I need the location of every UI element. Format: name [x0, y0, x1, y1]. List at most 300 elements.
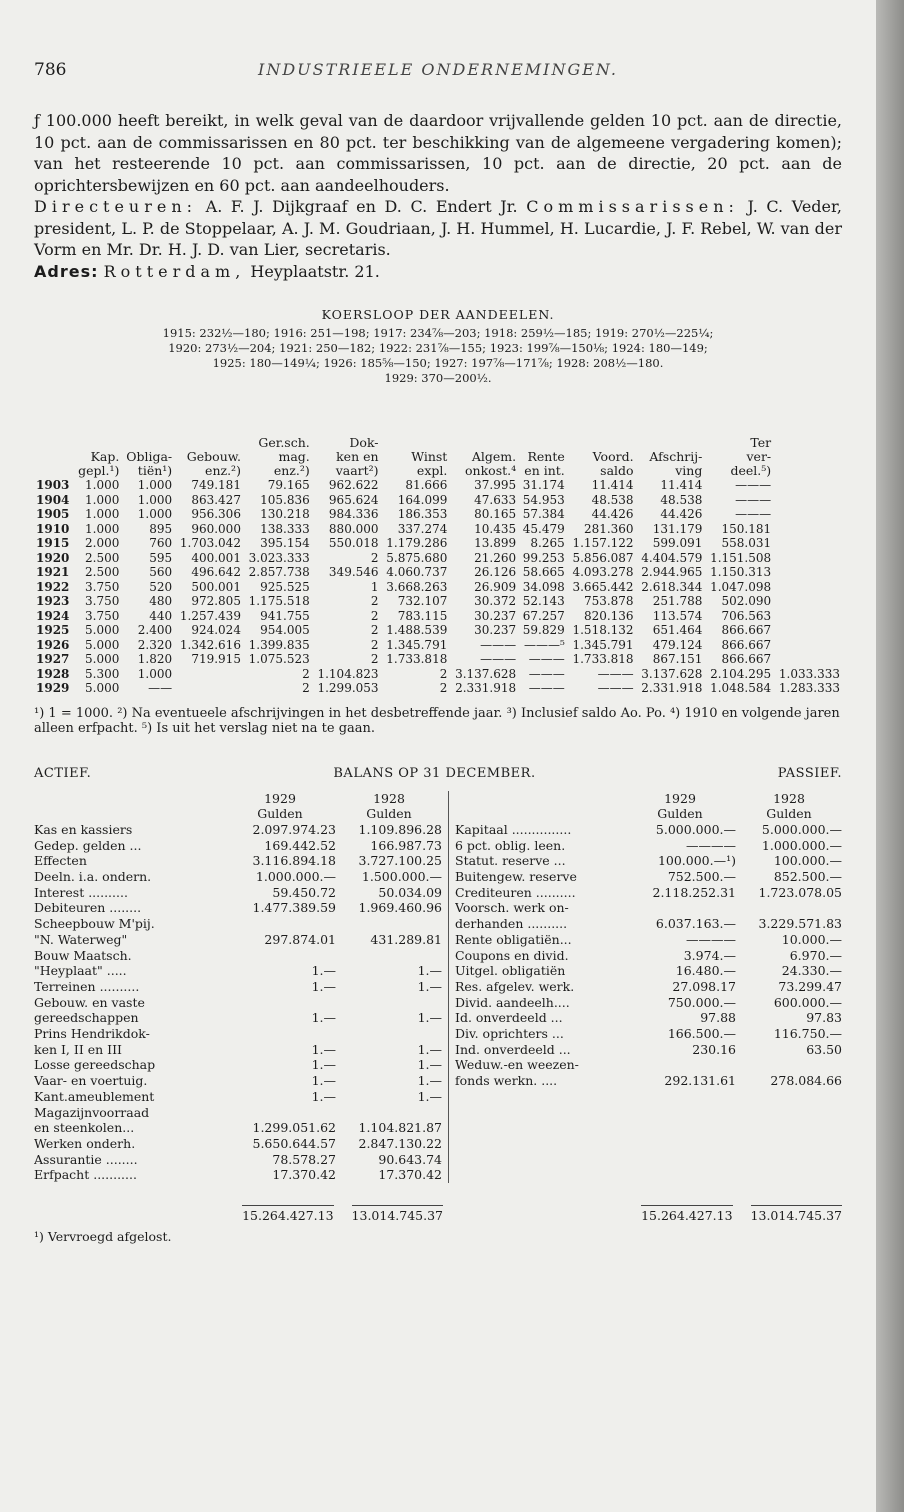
table-cell: 954.005 [260, 623, 310, 637]
row-year: 1903 [36, 478, 70, 492]
list-item [34, 1167, 442, 1183]
item-label: Crediteuren .......... [455, 884, 576, 900]
table-cell: 2.500 [85, 565, 120, 579]
table-cell: 349.546 [328, 565, 379, 579]
table-cell: 21.260 [474, 550, 517, 565]
item-label: Gebouw. en vaste [34, 994, 145, 1010]
list-item [455, 979, 842, 995]
table-cell: 2.331.918 [455, 681, 517, 695]
table-cell [174, 667, 243, 682]
table-cell: 400.001 [191, 550, 241, 565]
table-cell: 31.174 [522, 478, 565, 492]
item-value: 63.50 [806, 1041, 842, 1057]
item-value [624, 900, 736, 916]
item-value: 17.370.42 [378, 1167, 442, 1183]
balance-sheet [34, 791, 842, 1184]
table-cell: 164.099 [397, 492, 448, 507]
total-actief-1929: 15.264.427.13 [242, 1205, 333, 1223]
unit-label: Gulden [657, 806, 703, 822]
list-item [34, 1120, 442, 1136]
table-cell: 965.624 [328, 492, 379, 507]
paragraph-address [34, 261, 842, 283]
list-item [455, 869, 842, 885]
table-cell: 30.237 [474, 623, 517, 637]
passief-column [449, 791, 842, 1184]
table-cell: 1.000 [85, 507, 120, 521]
item-value [336, 948, 442, 964]
item-value: 116.750.— [773, 1026, 842, 1042]
table-row [34, 522, 842, 537]
table-cell: 749.181 [191, 478, 241, 492]
item-value [224, 1026, 336, 1042]
item-value: 1.— [311, 1073, 336, 1089]
table-cell: 1.000 [85, 521, 120, 536]
table-row [34, 609, 842, 624]
table-cell: 1.820 [137, 652, 173, 666]
passief-year-header [455, 791, 842, 807]
table-cell: 1.175.518 [248, 594, 310, 608]
table-cell: 47.633 [474, 492, 517, 507]
table-cell: 131.179 [652, 521, 703, 536]
table-cell: 2 [302, 681, 310, 695]
item-label: Terreinen .......... [34, 978, 140, 994]
row-year: 1904 [36, 492, 70, 507]
item-value: 1.109.896.28 [358, 821, 442, 837]
table-cell: 1.150.313 [710, 565, 772, 579]
list-item [455, 822, 842, 838]
unit-label: Gulden [766, 806, 812, 822]
row-year: 1923 [36, 594, 70, 608]
table-cell: 500.001 [191, 579, 241, 594]
actief-column [34, 791, 449, 1184]
column-header: ver- [746, 449, 772, 464]
table-cell: 5.856.087 [572, 550, 634, 565]
balance-totals [34, 1205, 842, 1223]
statistics-table [34, 436, 842, 696]
table-cell: ——— [735, 478, 772, 492]
table-row [34, 667, 842, 682]
table-row [34, 551, 842, 566]
item-value: 6.037.163.— [655, 916, 736, 932]
item-value: 3.727.100.25 [358, 853, 442, 869]
table-cell: 1.733.818 [386, 652, 448, 666]
item-label: Debiteuren ........ [34, 900, 142, 916]
table-cell: 440 [149, 608, 173, 623]
row-year: 1929 [36, 681, 70, 695]
table-cell: 1.000 [137, 478, 173, 492]
koersloop-line: 1920: 273½—204; 1921: 250—182; 1922: 231⅞—155; 1923: 199⅞—150⅛; 1924: 180—149; [168, 341, 708, 355]
table-cell: 863.427 [191, 492, 241, 507]
item-label: Vaar- en voertuig. [34, 1073, 148, 1089]
table-cell: 972.805 [191, 594, 241, 608]
list-item [34, 948, 442, 964]
table-cell: 1.000 [85, 492, 120, 507]
table-cell: 866.667 [721, 623, 772, 637]
item-label: "N. Waterweg" [34, 931, 128, 947]
item-value: 3.229.571.83 [758, 916, 842, 932]
table-row [34, 652, 842, 667]
item-value: 1.— [311, 978, 336, 994]
item-label: fonds werkn. .... [455, 1073, 558, 1089]
table-cell: ——— [597, 681, 634, 695]
table-cell: 1.000 [137, 666, 173, 681]
column-header: saldo [600, 463, 634, 478]
item-value [736, 1057, 842, 1073]
table-row [34, 681, 842, 696]
commissarissen-names: J. C. Veder, president, L. P. de Stoppelaar, A. J. M. Goudriaan, J. H. Hummel, H. Lucardie, J. F. Rebel, W. van der Vorm en Mr. Dr. H. J. D. van Lier, secretaris. [34, 197, 842, 259]
item-value [224, 1105, 336, 1121]
statistics-table-header [34, 436, 842, 478]
table-cell: ——— [528, 681, 565, 695]
column-header [121, 436, 174, 450]
table-cell: 2 [370, 608, 379, 623]
list-item [455, 995, 842, 1011]
item-label: Ind. onverdeeld ... [455, 1041, 571, 1057]
list-item [34, 1136, 442, 1152]
column-header: Ter [750, 435, 772, 450]
koersloop-title: KOERSLOOP DER AANDEELEN. [321, 307, 555, 322]
table-cell: ——— [735, 507, 772, 521]
table-cell: 1.733.818 [572, 652, 634, 666]
table-cell: 80.165 [474, 507, 517, 521]
table-cell: ——— [480, 637, 517, 652]
item-value: 1.— [417, 1041, 442, 1057]
list-item [34, 963, 442, 979]
list-item [455, 900, 842, 916]
header-row [34, 450, 842, 464]
table-cell: 30.372 [474, 594, 517, 608]
paragraph-management [34, 196, 842, 261]
table-cell: 732.107 [397, 594, 448, 608]
table-cell: 1.257.439 [179, 608, 241, 623]
item-label: Losse gereedschap [34, 1057, 156, 1073]
koersloop-line: 1929: 370—200½. [384, 371, 492, 385]
table-cell: 58.665 [522, 565, 565, 579]
table-cell: 1.299.053 [317, 681, 379, 695]
item-value: 2.118.252.31 [652, 884, 736, 900]
table-cell: 1 [370, 579, 379, 594]
item-value: 1.— [311, 1041, 336, 1057]
table-cell: 1.047.098 [710, 579, 772, 594]
table-cell: 5.000 [85, 652, 120, 666]
item-value: ———— [686, 837, 736, 853]
column-header [449, 436, 518, 450]
table-cell: 251.788 [652, 594, 703, 608]
item-value [224, 995, 336, 1011]
koersloop-line: 1915: 232½—180; 1916: 251—198; 1917: 234⅞—203; 1918: 259½—185; 1919: 270½—225¼; [162, 326, 714, 340]
table-cell: 866.667 [721, 652, 772, 666]
item-value: 24.330.— [781, 963, 842, 979]
item-value: 1.299.051.62 [252, 1120, 336, 1136]
table-cell: 480 [149, 594, 173, 608]
table-cell: 130.218 [260, 507, 310, 521]
table-cell: 5.000 [85, 681, 120, 695]
item-value [336, 1105, 442, 1121]
row-year: 1920 [36, 550, 70, 565]
passief-title: PASSIEF. [777, 765, 842, 781]
table-cell: 2 [302, 666, 310, 681]
passief-unit-header [455, 806, 842, 822]
table-cell: 11.414 [660, 478, 703, 492]
table-cell: 2.944.965 [641, 565, 703, 579]
actief-unit-header [34, 806, 442, 822]
column-header: Ger.sch. [258, 435, 310, 450]
table-cell: 81.666 [405, 478, 448, 492]
table-cell: 1.345.791 [572, 637, 634, 652]
table-cell: 11.414 [591, 478, 634, 492]
item-value: 1.000.000.— [255, 869, 336, 885]
table-cell: 925.525 [260, 579, 310, 594]
row-year: 1910 [36, 521, 70, 536]
total-passief-1928: 13.014.745.37 [751, 1205, 842, 1223]
table-cell: 5.300 [85, 666, 120, 681]
row-year: 1905 [36, 507, 70, 521]
table-cell: 138.333 [260, 521, 310, 536]
table-cell: 1.179.286 [386, 536, 448, 550]
table-cell: 8.265 [530, 536, 565, 550]
table-cell: 48.538 [660, 492, 703, 507]
table-cell: 113.574 [652, 608, 703, 623]
table-cell: 1.157.122 [572, 536, 634, 550]
koersloop-line: 1925: 180—149¼; 1926: 185⅝—150; 1927: 197⅞—171⅞; 1928: 208½—180. [212, 356, 664, 370]
table-cell: 281.360 [583, 521, 634, 536]
list-item [455, 932, 842, 948]
item-value: 1.— [417, 1073, 442, 1089]
header-row [34, 464, 842, 478]
table-cell: 5.000 [85, 623, 120, 637]
item-value: 600.000.— [773, 994, 842, 1010]
table-cell: ——— [597, 666, 634, 681]
table-cell: 10.435 [474, 521, 517, 536]
item-value: 230.16 [692, 1041, 736, 1057]
item-value: 297.874.01 [264, 931, 336, 947]
item-value: 50.034.09 [378, 884, 442, 900]
list-item [34, 916, 442, 932]
table-cell: ——— [528, 652, 565, 666]
koersloop-quotes [34, 326, 842, 386]
table-cell: 753.878 [583, 594, 634, 608]
balance-sheet-header [34, 766, 842, 781]
table-cell: 26.126 [474, 565, 517, 579]
adres-label: Adres: [34, 261, 99, 281]
paragraph-profit-distribution: ƒ 100.000 heeft bereikt, in welk geval van de daardoor vrijvallende gelden 10 pct. aan de directie, 10 pct. aan de commissarissen en 80 pct. ter beschikking van de algemeene vergadering komen); van het resteerende 10 pct. aan commissarissen, 10 pct. aan de directie, 20 pct. aan de oprichtersbewijzen en 60 pct. aan aandeelhouders. [34, 111, 842, 195]
table-cell: 2.331.918 [641, 681, 703, 695]
list-item [34, 838, 442, 854]
table-cell: 1.488.539 [386, 623, 448, 637]
table-cell: 26.909 [474, 579, 517, 594]
column-header: Kap. [90, 449, 120, 464]
table-cell: 1.104.823 [317, 666, 379, 681]
item-value [336, 995, 442, 1011]
item-value [624, 1057, 736, 1073]
table-cell: 1.283.333 [778, 681, 840, 695]
list-item [34, 1073, 442, 1089]
item-value: 166.987.73 [370, 837, 442, 853]
item-value: 6.970.— [789, 947, 842, 963]
table-cell: 2 [370, 594, 379, 608]
table-cell: 44.426 [660, 507, 703, 521]
item-label: Voorsch. werk on- [455, 900, 569, 916]
item-label: Gedep. gelden ... [34, 837, 142, 853]
table-cell: 1.399.835 [248, 637, 310, 652]
adres-street: Heyplaatstr. 21. [250, 261, 380, 281]
item-value: 1.— [417, 1057, 442, 1073]
table-cell: 960.000 [191, 521, 241, 536]
item-label: Kapitaal ............... [455, 821, 572, 837]
table-cell: 558.031 [721, 536, 772, 550]
table-cell: 595 [149, 550, 173, 565]
table-cell: 59.829 [522, 623, 565, 637]
item-value: 852.500.— [773, 869, 842, 885]
list-item [455, 948, 842, 964]
table-cell: 105.836 [260, 492, 310, 507]
column-header: Winst [411, 449, 448, 464]
page-number: 786 [34, 60, 67, 80]
list-item [34, 932, 442, 948]
total-actief-1928: 13.014.745.37 [352, 1205, 443, 1223]
table-cell: 48.538 [591, 492, 634, 507]
table-cell: 962.622 [328, 478, 379, 492]
column-header: Dok- [349, 435, 379, 450]
item-label: gereedschappen [34, 1010, 139, 1026]
item-value: 1.723.078.05 [758, 884, 842, 900]
item-value: 3.974.— [683, 947, 736, 963]
passief-totals [449, 1205, 842, 1223]
table-row [34, 623, 842, 638]
list-item [34, 869, 442, 885]
item-value: 10.000.— [781, 931, 842, 947]
table-cell: 820.136 [583, 608, 634, 623]
item-label: Deeln. i.a. ondern. [34, 869, 152, 885]
list-item [34, 822, 442, 838]
row-year: 1915 [36, 536, 70, 550]
table-cell: 30.237 [474, 608, 517, 623]
actief-year-header [34, 791, 442, 807]
column-header: vaart²) [335, 463, 379, 478]
item-value: 100.000.— [773, 853, 842, 869]
header-row [34, 436, 842, 450]
column-header: enz.²) [205, 463, 241, 478]
table-cell: 37.995 [474, 478, 517, 492]
list-item [34, 900, 442, 916]
item-label: Divid. aandeelh.... [455, 994, 570, 1010]
item-label: Effecten [34, 853, 87, 869]
unit-label: Gulden [366, 806, 412, 822]
item-value: 73.299.47 [778, 978, 842, 994]
item-value: 1.969.460.96 [358, 900, 442, 916]
table-cell: 760 [149, 536, 173, 550]
item-label: ken I, II en III [34, 1041, 122, 1057]
table-row [34, 565, 842, 580]
table-cell: ——— [480, 652, 517, 666]
column-header: deel.⁵) [730, 463, 772, 478]
item-value: 97.88 [700, 1010, 736, 1026]
table-cell: 3.668.263 [386, 579, 448, 594]
table-cell: 2 [439, 681, 448, 695]
directeuren-names: A. F. J. Dijkgraaf en D. C. Endert Jr. [205, 197, 518, 216]
item-value: 97.83 [806, 1010, 842, 1026]
item-value: 3.116.894.18 [252, 853, 336, 869]
list-item [34, 1042, 442, 1058]
list-item [34, 1010, 442, 1026]
table-row [34, 507, 842, 522]
table-cell: 45.479 [522, 521, 565, 536]
item-value [336, 1026, 442, 1042]
table-cell: 5.000 [85, 637, 120, 652]
item-value [224, 916, 336, 932]
year-label: 1929 [664, 790, 696, 806]
item-value: 1.— [417, 1088, 442, 1104]
table-cell: 1.000 [137, 492, 173, 507]
table-cell: 150.181 [721, 521, 772, 536]
list-item [455, 1026, 842, 1042]
row-year: 1927 [36, 652, 70, 666]
item-value: 292.131.61 [664, 1073, 736, 1089]
table-cell: 924.024 [191, 623, 241, 637]
item-label: Werken onderh. [34, 1135, 136, 1151]
item-value: ———— [686, 931, 736, 947]
table-cell: 1.342.616 [179, 637, 241, 652]
table-cell: 3.137.628 [641, 666, 703, 681]
item-label: Statut. reserve ... [455, 853, 566, 869]
actief-totals [34, 1205, 449, 1223]
year-label: 1929 [264, 790, 296, 806]
list-item [34, 1089, 442, 1105]
item-value: 1.477.389.59 [252, 900, 336, 916]
item-value: 78.578.27 [272, 1151, 336, 1167]
table-cell: 867.151 [652, 652, 703, 666]
list-item [34, 1152, 442, 1168]
item-value: 166.500.— [667, 1026, 736, 1042]
item-label: Res. afgelev. werk. [455, 978, 575, 994]
item-value: 1.— [311, 963, 336, 979]
table-row [34, 493, 842, 508]
item-label: Buitengew. reserve [455, 869, 577, 885]
column-header: gepl.¹) [78, 463, 120, 478]
table-cell: 52.143 [522, 594, 565, 608]
table-cell: 880.000 [328, 521, 379, 536]
item-label: Prins Hendrikdok- [34, 1026, 150, 1042]
column-header: Gebouw. [186, 449, 241, 464]
item-value: 5.650.644.57 [252, 1135, 336, 1151]
table-cell: 4.404.579 [641, 550, 703, 565]
column-header: tiën¹) [137, 463, 173, 478]
table-cell: 1.000 [137, 507, 173, 521]
row-year: 1922 [36, 579, 70, 594]
table-cell: 3.750 [85, 608, 120, 623]
list-item [455, 853, 842, 869]
item-value: 59.450.72 [272, 884, 336, 900]
table-cell: 599.091 [652, 536, 703, 550]
item-label: Uitgel. obligatiën [455, 963, 566, 979]
page-header [34, 0, 842, 80]
column-header [34, 464, 74, 478]
table-cell: 4.060.737 [386, 565, 448, 579]
item-label: Rente obligatiën... [455, 931, 572, 947]
item-label: Div. oprichters ... [455, 1026, 564, 1042]
table-cell: 44.426 [591, 507, 634, 521]
item-label: Scheepbouw M'pij. [34, 916, 155, 932]
table-cell: 13.899 [474, 536, 517, 550]
item-label: Kas en kassiers [34, 821, 133, 837]
page-edge-shadow [876, 0, 904, 1512]
table-cell: 651.464 [652, 623, 703, 637]
table-cell: 2.618.344 [641, 579, 703, 594]
item-value: 752.500.— [667, 869, 736, 885]
row-year: 1924 [36, 608, 70, 623]
list-item [455, 1042, 842, 1058]
column-header: mag. [278, 449, 310, 464]
